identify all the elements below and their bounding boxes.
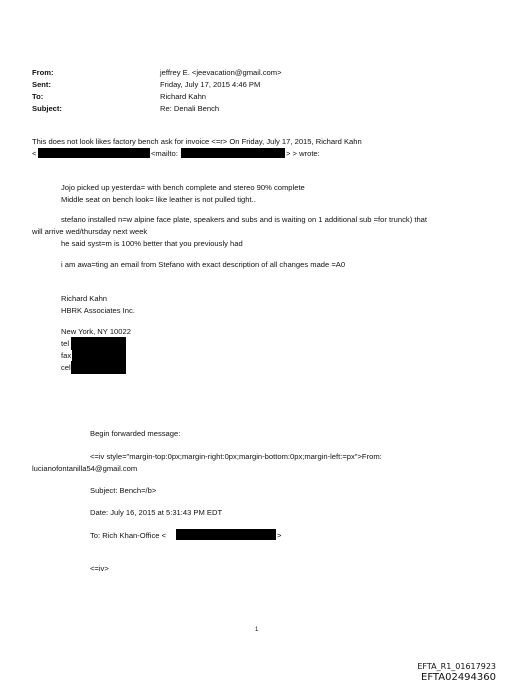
sent-value: Friday, July 17, 2015 4:46 PM [160, 80, 261, 89]
forwarded-div-line: <=iv style="margin-top:0px;margin-right:0px;margin-bottom:0px;margin-left:=px">From: [90, 452, 382, 461]
paragraph-2-line-a: stefano installed n=w alpine face plate, speakers and subs and is waiting on 1 additional sub =for trunck) that [61, 215, 427, 224]
subject-value: Re: Denali Bench [160, 104, 220, 113]
redaction-block [181, 148, 285, 158]
to-value: Richard Kahn [160, 92, 207, 101]
page-number: 1 [255, 627, 259, 633]
signature-cel-label: cel [61, 363, 71, 372]
body-line-1: This does not look likes factory bench ask for invoice <=r> On Friday, July 17, 2015, Richard Kahn [32, 137, 362, 146]
redaction-block [71, 361, 126, 374]
from-label: From: [32, 68, 54, 77]
subject-label: Subject: [32, 104, 62, 113]
forwarded-begin: Begin forwarded message: [90, 429, 181, 438]
forwarded-date: Date: July 16, 2015 at 5:31:43 PM EDT [90, 508, 223, 517]
footer-id-2: EFTA02494360 [421, 672, 496, 683]
forwarded-from-email: lucianofontanilla54@gmail.com [32, 464, 138, 473]
paragraph-2-line-c: he said syst=m is 100% better that you previously had [61, 239, 243, 248]
sent-label: Sent: [32, 80, 51, 89]
paragraph-2-line-b: will arrive wed/thursday next week [32, 227, 148, 236]
to-label: To: [32, 92, 44, 101]
redaction-block [176, 529, 276, 540]
footer-id-1: EFTA_R1_01617923 [417, 662, 496, 671]
paragraph-3: i am awa=ting an email from Stefano with exact description of all changes made =A0 [61, 260, 346, 269]
redaction-block [38, 148, 150, 158]
signature-city: New York, NY 10022 [61, 327, 131, 336]
body-line-2-open: < [32, 149, 37, 158]
body-line-2-mailto: <mailto: [151, 149, 178, 158]
signature-fax-label: fax [61, 351, 72, 360]
signature-name: Richard Kahn [61, 294, 108, 303]
paragraph-1-line-a: Jojo picked up yesterda= with bench complete and stereo 90% complete [61, 183, 305, 192]
from-value: jeffrey E. <jeevacation@gmail.com> [160, 68, 282, 77]
signature-tel-label: tel [61, 339, 70, 348]
body-line-2-end: > > wrote: [286, 149, 320, 158]
paragraph-1-line-b: Middle seat on bench look= like leather is not pulled tight.. [61, 195, 256, 204]
signature-company: HBRK Associates Inc. [61, 306, 135, 315]
forwarded-to-prefix: To: Rich Khan-Office < [90, 531, 167, 540]
forwarded-close-div: <=iv> [90, 564, 109, 573]
forwarded-to-suffix: > [277, 531, 282, 540]
forwarded-subject: Subject: Bench=/b> [90, 486, 157, 495]
